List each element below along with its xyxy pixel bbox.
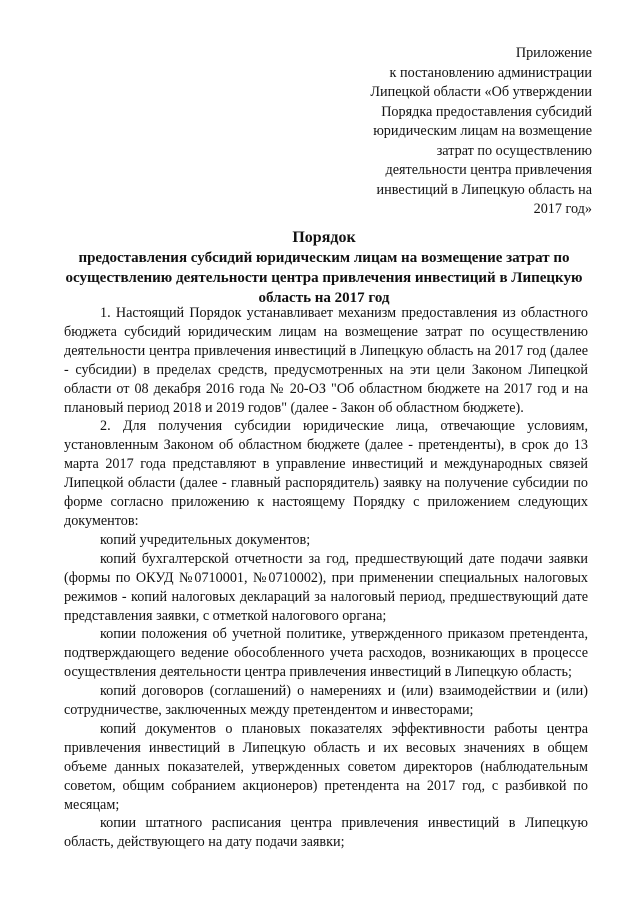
document-subtitle-line: осуществлению деятельности центра привлечения инвестиций в Липецкую — [65, 270, 583, 286]
document-title: Порядок — [292, 229, 356, 246]
approval-note — [332, 44, 592, 220]
list-item: копии штатного расписания центра привлечения инвестиций в Липецкую область, действующего на дату подачи заявки; — [64, 815, 588, 851]
list-item: копий договоров (соглашений) о намерениях и (или) взаимодействии и (или) сотрудничестве, заключенных между претендентом и инвесторами; — [64, 683, 588, 719]
paragraph-2: 2. Для получения субсидии юридические лица, отвечающие условиям, установленным Законом об областном бюджете (далее - претенденты), в срок до 13 марта 2017 года представляют в управление инвестиций и международных связей Липецкой области (далее - главный распорядитель) заявку на получение субсидии по форме согласно приложению к настоящему Порядку с приложением следующих документов: — [64, 418, 588, 529]
paragraph-1: 1. Настоящий Порядок устанавливает механизм предоставления из областного бюджета субсидий юридическим лицам на возмещение затрат по осуществлению деятельности центра привлечения инвестиций в Липецкую область на 2017 год (далее - субсидии) в пределах средств, предусмотренных на эти цели Законом Липецкой области от 08 декабря 2016 года № 20-ОЗ "Об областном бюджете на 2017 год и на плановый период 2018 и 2019 годов" (далее - Закон об областном бюджете). — [64, 305, 588, 416]
approval-line: деятельности центра привлечения — [385, 162, 592, 178]
list-item: копий документов о плановых показателях эффективности работы центра привлечения инвестиций в Липецкую область и их весовых значениях в общем объеме данных показателей, утвержденных советом директоров (наблюдательным советом, общим собранием акционеров) претендента на 2017 год, с разбивкой по месяцам; — [64, 720, 588, 813]
approval-line: инвестиций в Липецкую область на — [376, 181, 592, 198]
list-item: копий бухгалтерской отчетности за год, предшествующий дате подачи заявки (формы по ОКУД №0710001, №0710002), при применении специальных налоговых режимов - копий налоговых деклараций за налоговый период, предшествующий дате представления заявки, с отметкой налогового органа; — [64, 550, 588, 624]
document-heading — [60, 228, 588, 308]
approval-line: затрат по осуществлению — [436, 142, 592, 159]
list-item: копий учредительных документов; — [100, 531, 311, 548]
approval-line: Приложение — [515, 45, 592, 61]
document-subtitle-line: область на 2017 год — [258, 290, 390, 306]
approval-line: к постановлению администрации — [389, 64, 592, 81]
approval-line: Порядка предоставления субсидий — [381, 103, 592, 120]
approval-line: Липецкой области «Об утверждении — [370, 84, 592, 100]
document-subtitle-line: предоставления субсидий юридическим лицам на возмещение затрат по — [78, 250, 570, 266]
approval-line: 2017 год» — [533, 201, 592, 217]
approval-line: юридическим лицам на возмещение — [373, 123, 592, 139]
document-body — [64, 304, 588, 852]
list-item: копии положения об учетной политике, утвержденного приказом претендента, подтверждающего ведение обособленного учета расходов, возникающих в процессе осуществления деятельности центра привлечения инвестиций в Липецкую область; — [64, 626, 588, 681]
